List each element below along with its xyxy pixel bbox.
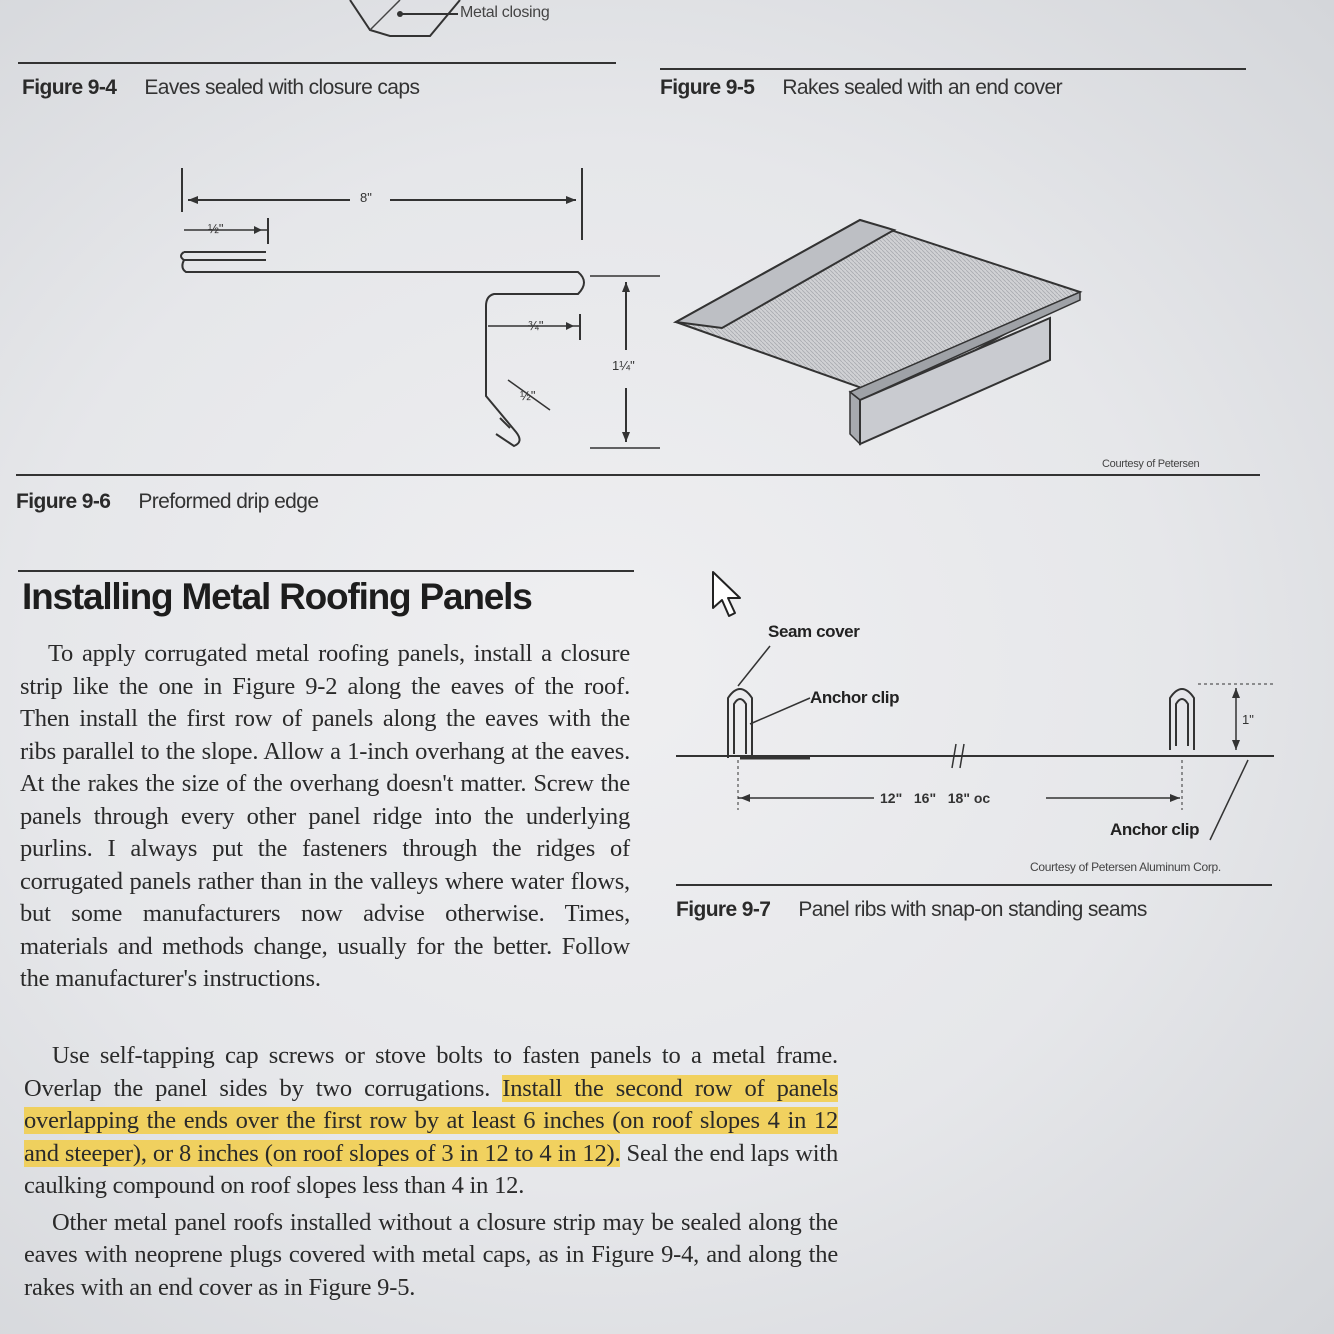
fig97-credit: Courtesy of Petersen Aluminum Corp. xyxy=(1030,860,1221,874)
highlighted-text: Install the second row of panels overlapping the ends over the first row by at least 6 inches (on roof slopes 4 in 12 and steeper), or 8 inches (on roof slopes of 3 in 12 to 4 in 12). xyxy=(24,1074,839,1167)
paragraph-2-start: Use self-tapping cap screws or stove bolts to fasten panels to a metal frame. Overlap the panel sides by two corrugations. xyxy=(24,1042,838,1102)
anchor-clip-label-bottom: Anchor clip xyxy=(1110,820,1200,839)
paragraph-3: Other metal panel roofs installed without a closure strip may be sealed along the eaves with neoprene plugs covered with metal caps, as in Figure 9-4, and along the rakes with an end cover as in Figure 9-5. xyxy=(24,1208,838,1301)
body-text-column xyxy=(20,638,630,996)
drip-edge-dim-one-quarter: 1¼" xyxy=(612,358,635,373)
fig96-credit: Courtesy of Petersen xyxy=(1102,458,1200,470)
drip-edge-profile-drawing xyxy=(170,160,670,460)
fig95-caption xyxy=(660,76,1062,100)
fig95-number: Figure 9-5 xyxy=(660,76,755,99)
fig95-caption-text: Rakes sealed with an end cover xyxy=(782,76,1063,99)
fig94-rule xyxy=(18,62,616,64)
anchor-clip-label-top: Anchor clip xyxy=(810,688,900,707)
body-text-wide xyxy=(24,1040,838,1304)
fig94-caption xyxy=(22,76,419,100)
fig94-caption-text: Eaves sealed with closure caps xyxy=(144,76,420,99)
seam-cover-label: Seam cover xyxy=(768,622,860,641)
drip-edge-dim-half-angled: ½" xyxy=(520,388,536,403)
fig96-caption xyxy=(16,490,318,514)
paragraph-1: To apply corrugated metal roofing panels, install a closure strip like the one in Figure 9-2 along the eaves of the roof. Then install the first row of panels along the eaves with the ribs parallel to the slope. Allow a 1-inch overhang at the eaves. At the rakes the size of the overhang doesn't matter. Screw the panels through every other panel ridge into the underlying purlins. I always put the fasteners through the ridges of corrugated panels rather than in the valleys where water flows, but some manufacturers now advise otherwise. Times, materials and methods change, usually for the better. Follow the manufacturer's instructions. xyxy=(20,640,630,992)
fig97-caption xyxy=(676,898,1147,922)
fig97-rule xyxy=(676,884,1272,886)
drip-edge-dim-8in: 8" xyxy=(360,190,372,205)
fig97-caption-text: Panel ribs with snap-on standing seams xyxy=(798,898,1147,921)
metal-closing-label: Metal closing xyxy=(460,4,550,21)
drip-edge-dim-half-top: ½" xyxy=(208,221,224,236)
fig96-rule xyxy=(16,474,1260,476)
section-heading: Installing Metal Roofing Panels xyxy=(22,576,532,617)
fig97-number: Figure 9-7 xyxy=(676,898,771,921)
fig96-caption-text: Preformed drip edge xyxy=(138,490,319,513)
fig94-number: Figure 9-4 xyxy=(22,76,117,99)
end-cover-drawing xyxy=(670,210,1090,460)
mouse-pointer-icon xyxy=(710,570,746,622)
seam-height-dim: 1" xyxy=(1242,712,1254,727)
seam-spacing-dim: 12" 16" 18" oc xyxy=(880,790,991,806)
fig95-rule xyxy=(660,68,1246,70)
section-rule xyxy=(18,570,634,572)
fig96-number: Figure 9-6 xyxy=(16,490,111,513)
paragraph-2-end: Seal the end laps with caulking compound on roof slopes less than 4 in 12. xyxy=(24,1139,838,1199)
paragraph-2 xyxy=(24,1040,838,1203)
drip-edge-dim-three-quarter: ¾" xyxy=(528,318,544,333)
